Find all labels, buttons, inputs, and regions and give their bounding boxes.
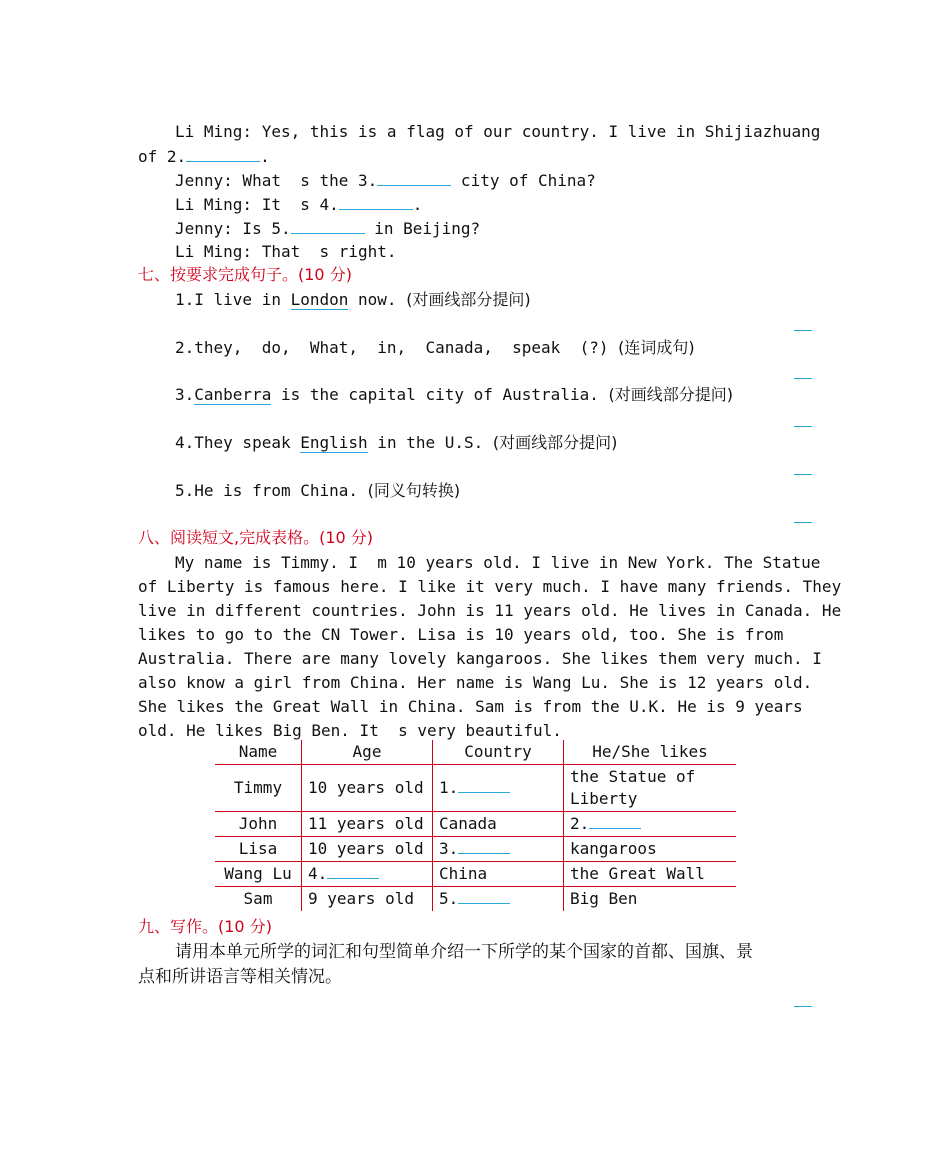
q3-underlined: Canberra xyxy=(194,385,272,404)
table-row xyxy=(215,837,736,862)
answer-line-7-2[interactable] xyxy=(794,378,812,379)
answer-line-writing[interactable] xyxy=(794,1006,812,1007)
blank-label: 2. xyxy=(570,814,590,833)
answer-line-7-5[interactable] xyxy=(794,522,812,523)
blank-label: 1. xyxy=(439,778,459,797)
dialogue-line-4 xyxy=(175,193,422,215)
dialogue-line-2-start: of 2. xyxy=(138,147,187,166)
dialogue-line-5 xyxy=(175,217,480,239)
blank-5[interactable] xyxy=(291,217,365,234)
cell-likes: the Statue of Liberty xyxy=(564,765,737,812)
question-7-4 xyxy=(175,432,617,454)
passage-line-6: also know a girl from China. Her name is Wang Lu. She is 12 years old. xyxy=(138,673,813,692)
q4-text-a: 4.They speak xyxy=(175,433,301,452)
section-9-heading: 九、写作。(10 分) xyxy=(138,917,272,936)
cell-country-blank[interactable] xyxy=(433,765,564,812)
blank-4[interactable] xyxy=(339,193,413,210)
dialogue-line-5-end: in Beijing? xyxy=(364,219,481,238)
table-row xyxy=(215,862,736,887)
table-row xyxy=(215,765,736,812)
table-row xyxy=(215,812,736,837)
cell-likes: kangaroos xyxy=(564,837,737,862)
dialogue-line-4-start: Li Ming: It s 4. xyxy=(175,195,339,214)
table-header-row xyxy=(215,740,736,765)
passage-line-3: live in different countries. John is 11 years old. He lives in Canada. He xyxy=(138,601,842,620)
cell-age: 9 years old xyxy=(302,887,433,912)
q3-instruction: (对画线部分提问) xyxy=(608,385,733,404)
blank-3[interactable] xyxy=(377,169,451,186)
q4-text-b: in the U.S. xyxy=(367,433,493,452)
q2-instruction: (连词成句) xyxy=(618,338,695,357)
q5-instruction: (同义句转换) xyxy=(367,481,461,500)
dialogue-line-2 xyxy=(138,145,270,167)
q1-text-b: now. xyxy=(348,290,407,309)
blank-label: 3. xyxy=(439,839,459,858)
cell-age: 10 years old xyxy=(302,837,433,862)
cell-name: Sam xyxy=(215,887,302,912)
cell-country: China xyxy=(433,862,564,887)
dialogue-line-2-end: . xyxy=(260,147,270,166)
section-7-heading: 七、按要求完成句子。(10 分) xyxy=(138,265,352,284)
passage-line-5: Australia. There are many lovely kangaroos. She likes them very much. I xyxy=(138,649,822,668)
cell-name: Lisa xyxy=(215,837,302,862)
q2-text: 2.they, do, What, in, Canada, speak (?) xyxy=(175,338,619,357)
table-blank-3[interactable] xyxy=(458,838,510,854)
q1-text-a: 1.I live in xyxy=(175,290,291,309)
table-blank-5[interactable] xyxy=(458,888,510,904)
q1-underlined: London xyxy=(290,290,349,309)
blank-label: 5. xyxy=(439,889,459,908)
cell-age: 11 years old xyxy=(302,812,433,837)
dialogue-line-6: Li Ming: That s right. xyxy=(175,242,397,261)
header-country: Country xyxy=(433,740,564,765)
blank-label: 4. xyxy=(308,864,328,883)
writing-prompt-line-1: 请用本单元所学的词汇和句型简单介绍一下所学的某个国家的首都、国旗、景 xyxy=(175,942,753,962)
cell-likes: Big Ben xyxy=(570,889,638,908)
q4-underlined: English xyxy=(300,433,368,452)
dialogue-line-4-end: . xyxy=(412,195,423,214)
passage-line-2: of Liberty is famous here. I like it very much. I have many friends. They xyxy=(138,577,842,596)
cell-country-blank[interactable] xyxy=(433,887,564,912)
question-7-1 xyxy=(175,289,531,311)
q3-text-b: is the capital city of Australia. xyxy=(271,385,609,404)
cell-country-blank[interactable] xyxy=(433,837,564,862)
q1-instruction: (对画线部分提问) xyxy=(406,290,531,309)
dialogue-line-3 xyxy=(175,169,596,191)
q4-instruction: (对画线部分提问) xyxy=(492,433,618,452)
answer-line-7-4[interactable] xyxy=(794,474,812,475)
header-name: Name xyxy=(215,740,302,765)
blank-2[interactable] xyxy=(186,145,260,162)
question-7-5 xyxy=(175,480,460,502)
cell-age-blank[interactable] xyxy=(302,862,433,887)
cell-name: Timmy xyxy=(215,765,302,812)
dialogue-line-3-end: city of China? xyxy=(451,171,596,190)
question-7-2 xyxy=(175,337,695,359)
passage-line-7: She likes the Great Wall in China. Sam is from the U.K. He is 9 years xyxy=(138,697,803,716)
answer-line-7-1[interactable] xyxy=(794,330,812,331)
table-blank-2[interactable] xyxy=(589,813,641,829)
table-blank-1[interactable] xyxy=(458,777,510,793)
cell-name: John xyxy=(215,812,302,837)
header-likes: He/She likes xyxy=(564,740,737,765)
header-age: Age xyxy=(302,740,433,765)
q3-text-a: 3. xyxy=(175,385,195,404)
passage-line-8: old. He likes Big Ben. It s very beautiful. xyxy=(138,721,562,740)
cell-age: 10 years old xyxy=(302,765,433,812)
section-8-heading: 八、阅读短文,完成表格。(10 分) xyxy=(138,528,374,547)
table-row xyxy=(215,887,736,912)
info-table xyxy=(215,740,736,911)
dialogue-line-5-start: Jenny: Is 5. xyxy=(175,219,291,238)
dialogue-line-1: Li Ming: Yes, this is a flag of our country. I live in Shijiazhuang xyxy=(175,122,821,141)
cell-name: Wang Lu xyxy=(215,862,302,887)
answer-line-7-3[interactable] xyxy=(794,426,812,427)
q5-text: 5.He is from China. xyxy=(175,481,368,500)
cell-country: Canada xyxy=(433,812,564,837)
writing-prompt-line-2: 点和所讲语言等相关情况。 xyxy=(138,967,342,987)
question-7-3 xyxy=(175,384,733,406)
cell-likes: the Great Wall xyxy=(564,862,737,887)
dialogue-line-3-start: Jenny: What s the 3. xyxy=(175,171,378,190)
passage-line-1: My name is Timmy. I m 10 years old. I live in New York. The Statue xyxy=(175,553,821,572)
cell-likes-blank[interactable] xyxy=(564,812,737,837)
table-blank-4[interactable] xyxy=(327,863,379,879)
passage-line-4: likes to go to the CN Tower. Lisa is 10 years old, too. She is from xyxy=(138,625,784,644)
